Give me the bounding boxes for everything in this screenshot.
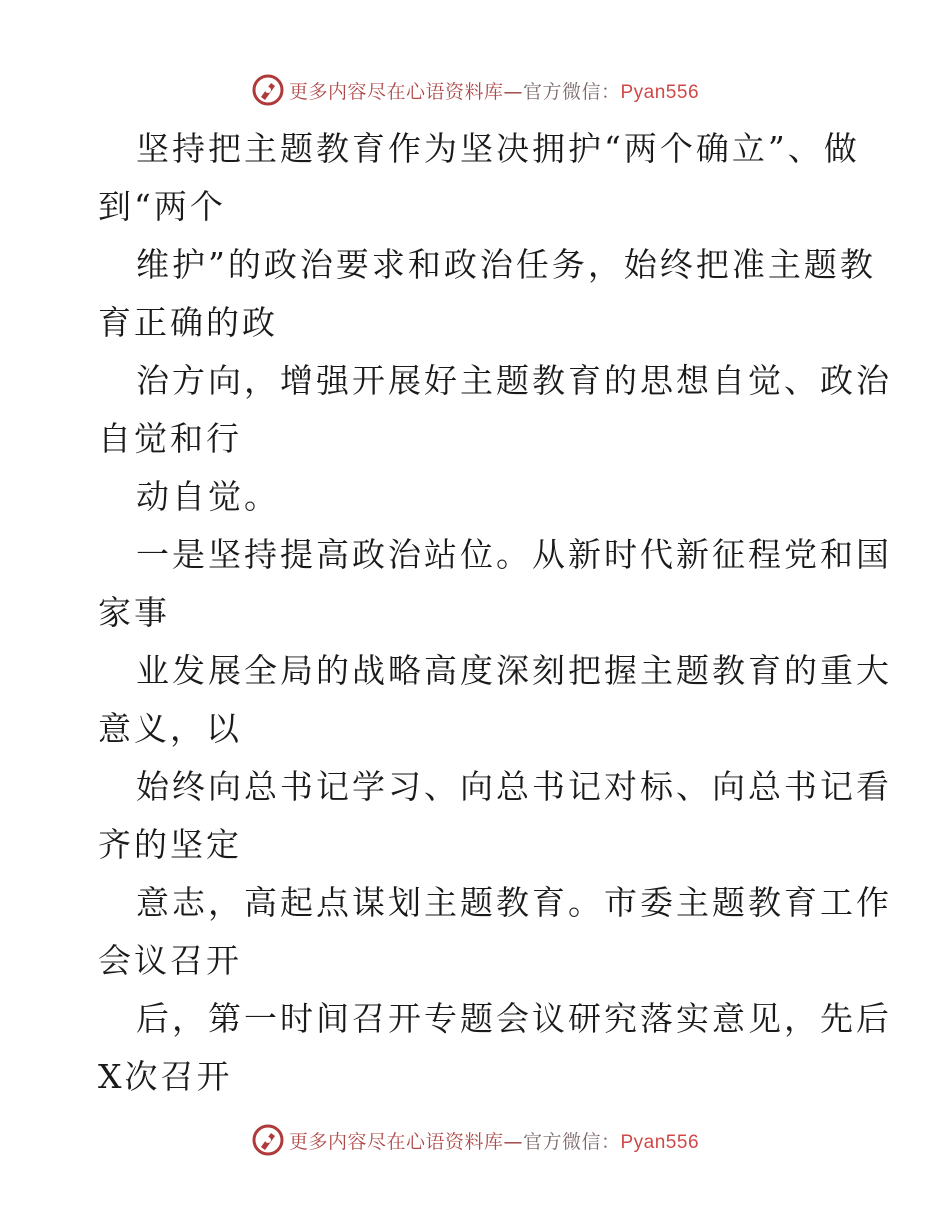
text-line: 动自觉。 — [136, 477, 280, 516]
text-line: 业发展全局的战略高度深刻把握主题教育的重大 — [136, 651, 892, 690]
watermark-text-before: 更多内容尽在心语资料库 — [288, 80, 504, 103]
text-line: X次召开 — [98, 1057, 233, 1096]
text-line: 一是坚持提高政治站位。从新时代新征程党和国 — [136, 535, 892, 574]
watermark-inner — [251, 73, 699, 107]
text-line: 育正确的政 — [98, 303, 278, 342]
footer-watermark — [0, 1120, 950, 1160]
watermark-id: Pyan556 — [620, 81, 700, 103]
text-line: 意义，以 — [98, 709, 242, 748]
pen-logo-icon — [251, 1123, 285, 1157]
text-line: 意志，高起点谋划主题教育。市委主题教育工作 — [136, 883, 892, 922]
text-line: 维护”的政治要求和政治任务，始终把准主题教 — [136, 245, 876, 284]
text-line: 到“两个 — [98, 187, 226, 226]
text-line: 会议召开 — [98, 941, 242, 980]
watermark-id: Pyan556 — [620, 1131, 700, 1153]
text-line: 齐的坚定 — [98, 825, 242, 864]
text-line: 家事 — [98, 593, 170, 632]
watermark-text — [289, 1127, 699, 1154]
text-line: 坚持把主题教育作为坚决拥护“两个确立”、做 — [136, 129, 860, 168]
watermark-label: 官方微信： — [522, 80, 621, 103]
text-line: 自觉和行 — [98, 419, 242, 458]
text-line: 治方向，增强开展好主题教育的思想自觉、政治 — [136, 361, 892, 400]
watermark-inner — [251, 1123, 699, 1157]
watermark-dash: — — [503, 80, 523, 103]
text-line: 始终向总书记学习、向总书记对标、向总书记看 — [136, 767, 892, 806]
pen-logo-icon — [251, 73, 285, 107]
header-watermark — [0, 70, 950, 110]
watermark-text-before: 更多内容尽在心语资料库 — [288, 1130, 504, 1153]
watermark-dash: — — [503, 1130, 523, 1153]
text-line: 后，第一时间召开专题会议研究落实意见，先后 — [136, 999, 892, 1038]
watermark-text — [289, 77, 699, 104]
watermark-label: 官方微信： — [522, 1130, 621, 1153]
